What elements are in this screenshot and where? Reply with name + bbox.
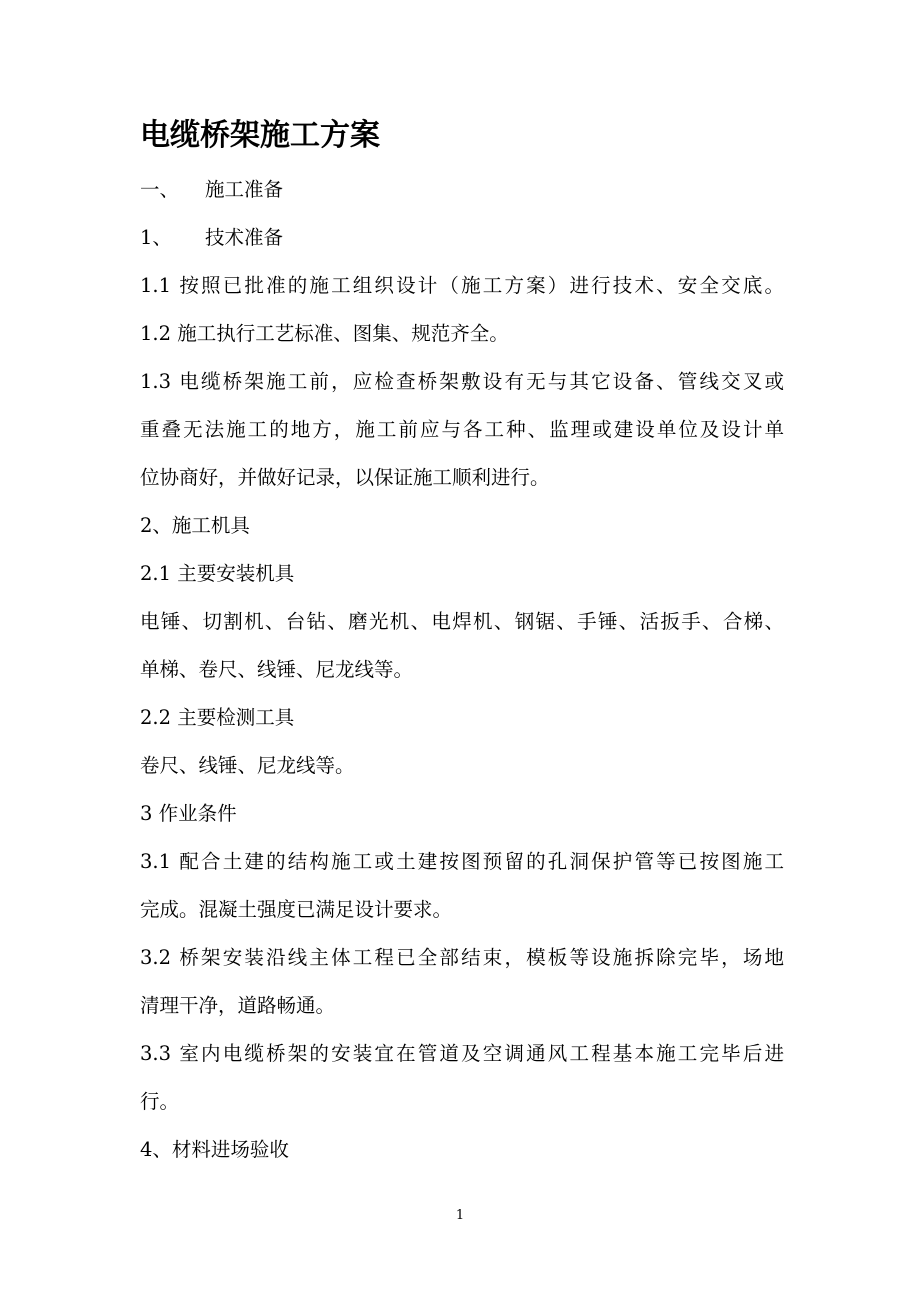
paragraph-line: 卷尺、线锤、尼龙线等。	[140, 754, 355, 777]
paragraph-line: 3.1 配合土建的结构施工或土建按图预留的孔洞保护管等已按图施工	[140, 850, 784, 873]
paragraph-line: 重叠无法施工的地方，施工前应与各工种、监理或建设单位及设计单	[140, 418, 784, 441]
document-title: 电缆桥架施工方案	[140, 118, 380, 153]
subsection-heading-2-2: 2.2 主要检测工具	[140, 706, 295, 729]
subsection-title: 技术准备	[205, 226, 284, 249]
section-heading-3: 3 作业条件	[140, 802, 237, 825]
paragraph-line: 3.2 桥架安装沿线主体工程已全部结束，模板等设施拆除完毕，场地	[140, 946, 784, 969]
page-number: 1	[455, 1208, 465, 1223]
section-heading-4: 4、材料进场验收	[140, 1138, 289, 1161]
paragraph-line: 完成。混凝土强度已满足设计要求。	[140, 898, 453, 921]
paragraph-line: 位协商好，并做好记录，以保证施工顺利进行。	[140, 466, 550, 489]
paragraph-line: 1.2 施工执行工艺标准、图集、规范齐全。	[140, 322, 509, 345]
paragraph-line: 单梯、卷尺、线锤、尼龙线等。	[140, 658, 414, 681]
section-heading-1	[140, 166, 784, 214]
paragraph-line: 清理干净，道路畅通。	[140, 994, 336, 1017]
paragraph-line: 3.3 室内电缆桥架的安装宜在管道及空调通风工程基本施工完毕后进	[140, 1042, 784, 1065]
section-heading-2: 2、施工机具	[140, 514, 250, 537]
subsection-number: 1、	[140, 226, 172, 249]
paragraph-line: 行。	[140, 1090, 180, 1113]
subsection-heading-1	[140, 214, 784, 262]
document-body	[140, 166, 784, 1174]
paragraph-line: 1.3 电缆桥架施工前，应检查桥架敷设有无与其它设备、管线交叉或	[140, 370, 784, 393]
paragraph-line: 1.1 按照已批准的施工组织设计（施工方案）进行技术、安全交底。	[140, 274, 784, 297]
section-number: 一、	[140, 178, 180, 201]
subsection-heading-2-1: 2.1 主要安装机具	[140, 562, 295, 585]
section-title: 施工准备	[205, 178, 284, 201]
paragraph-line: 电锤、切割机、台钻、磨光机、电焊机、钢锯、手锤、活扳手、合梯、	[140, 610, 784, 633]
